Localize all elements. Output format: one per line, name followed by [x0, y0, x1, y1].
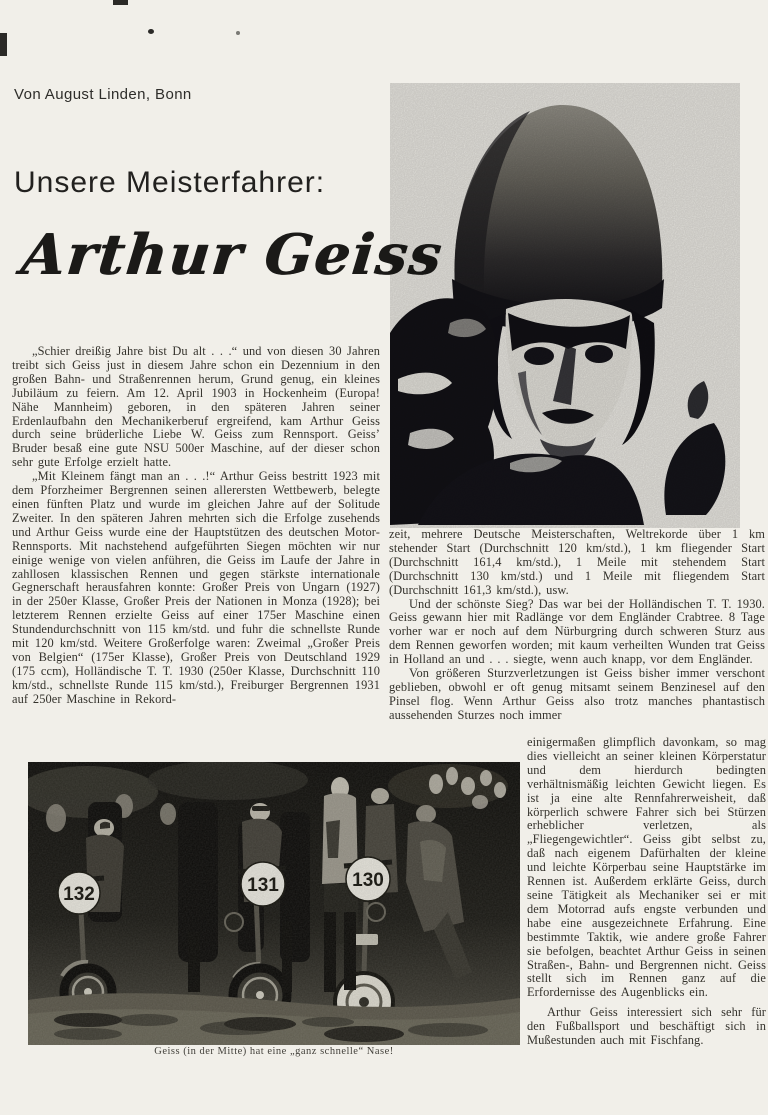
race-number-text: 130	[352, 870, 384, 891]
scan-speck	[148, 29, 154, 34]
paragraph: „Schier dreißig Jahre bist Du alt . . .“ und von diesen 30 Jahren treibt sich Geiss just in diesem Jahre schon ein Dezennium in den großen Bahn- und Straßenrennen herum, Grund genug, ein kleines Jubiläum zu feiern. Am 12. April 1903 in Hockenheim (Europa! Nähe Mannheim) geboren, in den späteren Jahren seiner Erdenlaufbahn den Mechanikerberuf ergreifend, kam Arthur Geiss durch seine brüderliche Liebe W. Geiss zum Rennsport. Geiss’ Bruder besaß eine gute NSU 500er Maschine, auf der dieser schon sehr gute Erfolge erzielt hatte.	[12, 344, 380, 470]
scan-speck	[236, 31, 240, 35]
scan-speck	[113, 0, 128, 5]
paragraph: „Mit Kleinem fängt man an . . .!“ Arthur Geiss bestritt 1923 mit dem Pforzheimer Bergrennen seinen allerersten Wettbewerb, belegte einen fünften Platz und wurde im gleichen Jahre auf der Solitude Zweiter. In den späteren Jahren mehrten sich die Erfolge zusehends und Arthur Geiss wurde eine der Hauptstützen des deutschen Motor-Rennsports. Mit nachstehend aufgeführten Siegen möchten wir nur einige wenige von vielen anführen, die Geiss im Laufe der Jahre in zahllosen klassischen Rennen und gegen stärkste internationale Gegnerschaft herausfahren konnte: Großer Preis von Ungarn (1927) in der 250er Klasse, Großer Preis der Nationen in Monza (1928); bei letzterem Rennen erzielte Geiss auf einer 175er Maschine einen Stundendurchschnitt von 115 km/std. und fuhr die schnellste Runde mit 120 km/std. Weitere Großerfolge waren: Zweimal „Großer Preis von Belgien“ (175er Klasse), Großer Preis von Deutschland 1929 (175 ccm), Holländische T. T. 1930 (250er Klasse, Durchschnitt 110 km/std., schnellste Runde 115 km/std.), Freiburger Bergrennen 1931 auf 250er Maschine in Rekord-	[12, 469, 380, 706]
race-photo-illustration	[28, 762, 520, 1045]
race-number-text: 132	[63, 884, 95, 905]
article-title: Arthur Geiss	[18, 222, 446, 288]
race-photo	[28, 762, 520, 1045]
right-column-wide	[389, 528, 765, 723]
paragraph: Von größeren Sturzverletzungen ist Geiss bisher immer verschont geblieben, obwohl er oft genug mitsamt seinem Benzinesel auf den Pinsel flog. Wenn Arthur Geiss also trotz manches phantastisch aussehenden Sturzes noch immer	[389, 666, 765, 722]
byline: Von August Linden, Bonn	[14, 86, 192, 103]
paragraph: Und der schönste Sieg? Das war bei der Holländischen T. T. 1930. Geiss gewann hier mit Radlänge vor dem Engländer Crabtree. 8 Tage vorher war er noch auf dem Nürburgring durch schweren Sturz aus dem Rennen geworfen worden; mit kaum verheilten Wunden trat Geiss in Holland an und . . . siegte, wenn auch knapp, vor dem Engländer.	[389, 596, 765, 667]
right-column-narrow	[527, 736, 766, 1048]
portrait-photo	[390, 83, 740, 528]
race-number-text: 131	[247, 875, 279, 896]
paragraph: zeit, mehrere Deutsche Meisterschaften, Weltrekorde über 1 km stehender Start (Durchschnitt 120 km/std.), 1 km fliegender Start (Durchschnitt 161,4 km/std.), 1 Meile mit stehendem Start (Durchschnitt 130 km/std.) und 1 Meile mit fliegendem Start (Durchschnitt 161,3 km/std.), usw.	[389, 527, 765, 597]
paragraph: einigermaßen glimpflich davonkam, so mag dies vielleicht an seiner kleinen Körperstatur und dem hierdurch bedingten verhältnismäßig leichten Gewicht liegen. Es ist ja eine alte Rennfahrerweisheit, daß körperlich schwere Fahrer sich bei Stürzen erheblicher verletzen, als „Fliegengewichtler“. Geiss gibt selbst zu, daß nach eigenem Dafürhalten der kleine und leichte Körperbau seine Hauptstärke im Rennen ist. Außerdem erklärte Geiss, durch seine Tätigkeit als Mechaniker sei er mit dem Motorrad aufs engste verbunden und habe eine ausgezeichnete Erfahrung. Eine bestimmte Taktik, wie andere große Fahrer sie befolgen, beachtet Arthur Geiss in seinen Straßen-, Bahn- und Bergrennen nicht. Geiss stellt sich im Rennen ganz auf die Erfordernisse des Augenblicks ein.	[527, 735, 766, 1000]
left-column	[12, 345, 380, 707]
portrait-illustration	[390, 83, 740, 528]
scan-speck	[0, 33, 7, 56]
paragraph: Arthur Geiss interessiert sich sehr für den Fußballsport und beschäftigt sich in Mußestunden auch mit Fischfang.	[527, 1005, 766, 1048]
kicker-heading: Unsere Meisterfahrer:	[14, 166, 326, 199]
photo-caption: Geiss (in der Mitte) hat eine „ganz schnelle“ Nase!	[154, 1046, 394, 1057]
